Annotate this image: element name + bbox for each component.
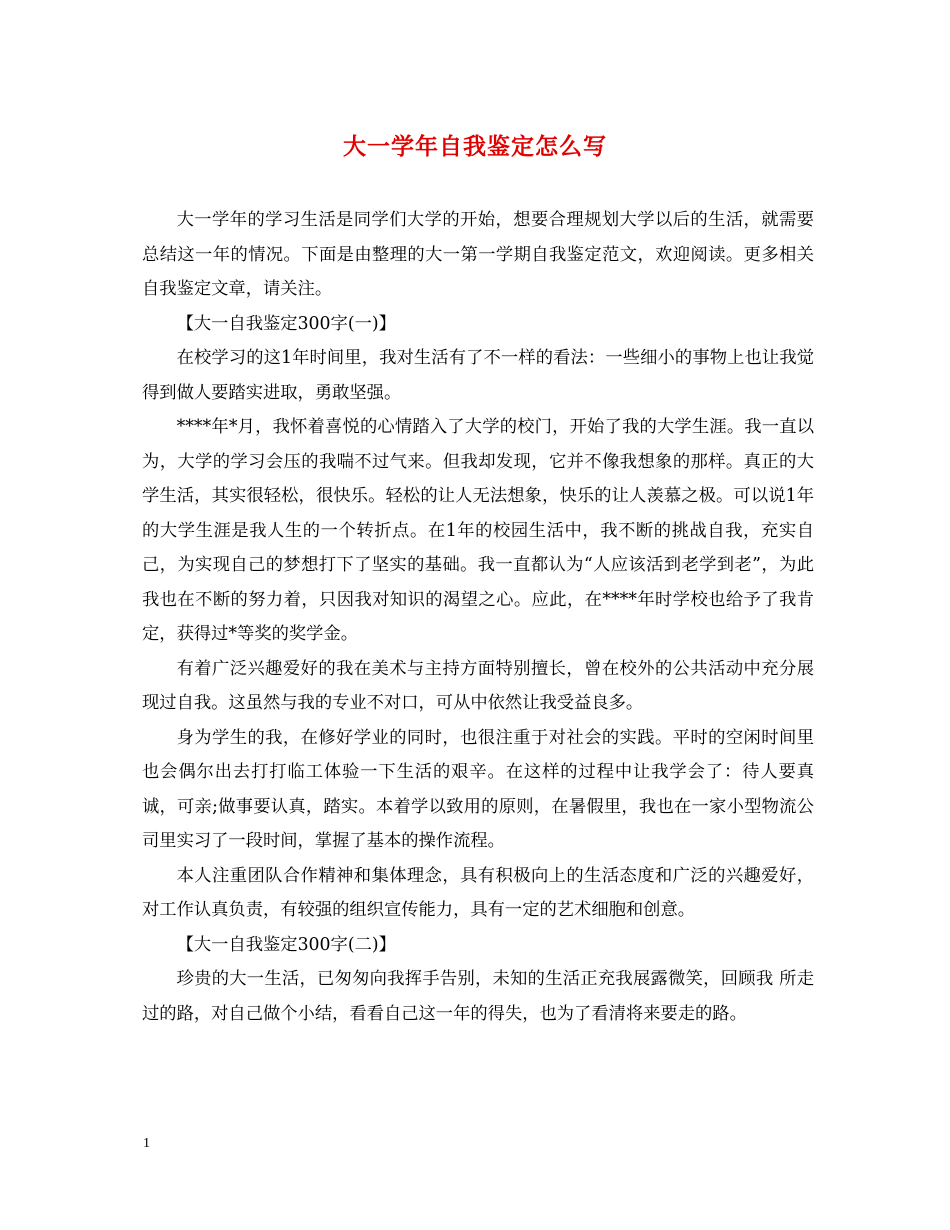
body-paragraph: 本人注重团队合作精神和集体理念，具有积极向上的生活态度和广泛的兴趣爱好，对工作认真负责，有较强的组织宣传能力，具有一定的艺术细胞和创意。 [142, 865, 814, 920]
body-paragraph: 在校学习的这1年时间里，我对生活有了不一样的看法：一些细小的事物上也让我觉得到做人要踏实进取，勇敢坚强。 [142, 348, 814, 403]
section-heading-two: 【大一自我鉴定300字(二)】 [176, 934, 396, 955]
body-paragraph: 身为学生的我，在修好学业的同时，也很注重于对社会的实践。平时的空闲时间里也会偶尔出去打打临工体验一下生活的艰辛。在这样的过程中让我学会了：待人要真诚，可亲;做事要认真，踏实。本着学以致用的原则，在暑假里，我也在一家小型物流公司里实习了一段时间，掌握了基本的操作流程。 [142, 727, 814, 851]
document-body [142, 203, 814, 1031]
document-title: 大一学年自我鉴定怎么写 [343, 133, 607, 160]
section-heading-one: 【大一自我鉴定300字(一)】 [176, 313, 396, 334]
body-paragraph: 珍贵的大一生活，已匆匆向我挥手告别，未知的生活正充我展露微笑，回顾我 所走过的路，对自己做个小结，看看自己这一年的得失，也为了看清将来要走的路。 [142, 969, 814, 1024]
body-paragraph: 有着广泛兴趣爱好的我在美术与主持方面特别擅长，曾在校外的公共活动中充分展现过自我。这虽然与我的专业不对口，可从中依然让我受益良多。 [142, 658, 814, 713]
page-number: 1 [143, 1136, 150, 1151]
intro-paragraph: 大一学年的学习生活是同学们大学的开始，想要合理规划大学以后的生活，就需要总结这一年的情况。下面是由整理的大一第一学期自我鉴定范文，欢迎阅读。更多相关自我鉴定文章，请关注。 [142, 210, 814, 299]
body-paragraph: ****年*月，我怀着喜悦的心情踏入了大学的校门，开始了我的大学生涯。我一直以为，大学的学习会压的我喘不过气来。但我却发现，它并不像我想象的那样。真正的大学生活，其实很轻松，很快乐。轻松的让人无法想象，快乐的让人羡慕之极。可以说1年的大学生涯是我人生的一个转折点。在1年的校园生活中，我不断的挑战自我，充实自己，为实现自己的梦想打下了坚实的基础。我一直都认为“人应该活到老学到老”，为此我也在不断的努力着，只因我对知识的渴望之心。应此，在****年时学校也给予了我肯定，获得过*等奖的奖学金。 [142, 417, 814, 644]
